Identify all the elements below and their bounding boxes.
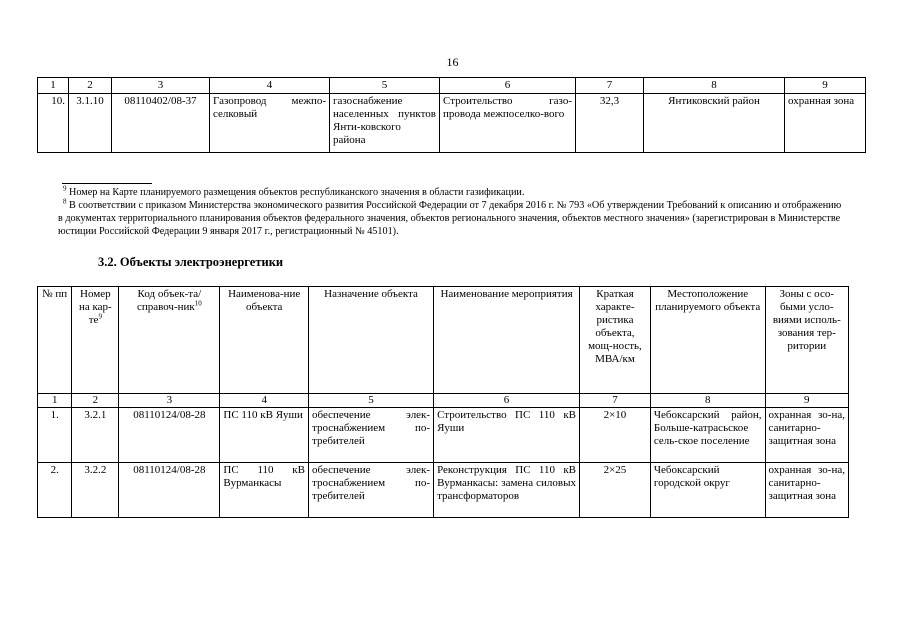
object-code: 08110124/08-28 — [119, 463, 220, 518]
col-number: 9 — [765, 394, 848, 408]
object-name: ПС 110 кВ Яуши — [220, 408, 309, 463]
footnote-text: Номер на Карте планируемого размещения объектов республиканского значения в области газификации. — [69, 187, 525, 198]
table-row — [38, 463, 849, 518]
col-number: 4 — [210, 78, 330, 94]
event-name: Строительство ПС 110 кВ Яуши — [434, 408, 580, 463]
object-purpose: газоснабжение населенных пунктов Янти-ковского района — [330, 94, 440, 153]
header-event: Наименование мероприятия — [434, 287, 580, 394]
header-footnote-mark: 10 — [194, 299, 202, 308]
footnote-8 — [58, 199, 848, 238]
col-number: 8 — [644, 78, 785, 94]
col-number: 6 — [434, 394, 580, 408]
col-number: 3 — [112, 78, 210, 94]
col-number: 5 — [330, 78, 440, 94]
characteristic: 2×10 — [580, 408, 651, 463]
event-name: Реконструкция ПС 110 кВ Вурманкасы: замена силовых трансформаторов — [434, 463, 580, 518]
footnotes — [58, 186, 848, 238]
row-number: 2. — [38, 463, 72, 518]
map-number: 3.2.1 — [72, 408, 119, 463]
header-location: Местоположение планируемого объекта — [650, 287, 765, 394]
col-number: 3 — [119, 394, 220, 408]
table-row — [38, 408, 849, 463]
header-purpose: Назначение объекта — [309, 287, 434, 394]
object-code: 08110402/08-37 — [112, 94, 210, 153]
column-number-row — [38, 78, 866, 94]
footnote-separator — [62, 183, 152, 184]
col-number: 6 — [440, 78, 576, 94]
gas-objects-table-continued — [37, 77, 866, 153]
col-number: 2 — [69, 78, 112, 94]
col-number: 2 — [72, 394, 119, 408]
col-number: 7 — [576, 78, 644, 94]
col-number: 9 — [785, 78, 866, 94]
header-text: Номер на кар-те — [78, 288, 112, 326]
object-purpose: обеспечение элек-троснабжением по-требителей — [309, 463, 434, 518]
object-code: 08110124/08-28 — [119, 408, 220, 463]
col-number: 4 — [220, 394, 309, 408]
location: Чебоксарский район, Больше-катрасьское сель-ское поселение — [650, 408, 765, 463]
power-objects-table — [37, 286, 849, 518]
col-number: 5 — [309, 394, 434, 408]
footnote-mark: 9 — [63, 184, 67, 193]
footnote-9 — [58, 186, 848, 199]
location: Чебоксарский городской округ — [650, 463, 765, 518]
zone: охранная зо-на, санитарно-защитная зона — [765, 408, 848, 463]
header-zone: Зоны с осо-быми усло-виями исполь-зования тер-ритории — [765, 287, 848, 394]
header-text: Код объек-та/справоч-ник — [136, 288, 202, 313]
row-number: 10. — [38, 94, 69, 153]
event-name: Строительство газо-провода межпоселко-вого — [440, 94, 576, 153]
location: Янтиковский район — [644, 94, 785, 153]
object-purpose: обеспечение элек-троснабжением по-требителей — [309, 408, 434, 463]
header-characteristic: Краткая характе-ристика объекта, мощ-ность, МВА/км — [580, 287, 651, 394]
col-number: 1 — [38, 78, 69, 94]
object-name: Газопровод межпо-селковый — [210, 94, 330, 153]
map-number: 3.1.10 — [69, 94, 112, 153]
col-number: 1 — [38, 394, 72, 408]
characteristic: 32,3 — [576, 94, 644, 153]
col-number: 7 — [580, 394, 651, 408]
zone: охранная зо-на, санитарно-защитная зона — [765, 463, 848, 518]
page-number: 16 — [446, 55, 459, 69]
map-number: 3.2.2 — [72, 463, 119, 518]
zone: охранная зона — [785, 94, 866, 153]
characteristic: 2×25 — [580, 463, 651, 518]
footnote-text: В соответствии с приказом Министерства экономического развития Российской Федерации от 7 декабря 2016 г. № 793 «Об утверждении Требований к описанию и отображению в документах территориального планирования объектов федерального значения, объектов регионального значения, объектов местного значения» (зарегистрирован в Министерстве юстиции Российской Федерации 9 января 2017 г., регистрационный № 45101). — [58, 200, 842, 237]
section-heading: 3.2. Объекты электроэнергетики — [98, 255, 284, 269]
object-name: ПС 110 кВ Вурманкасы — [220, 463, 309, 518]
column-number-row — [38, 394, 849, 408]
footnote-mark: 8 — [63, 197, 67, 206]
header-num: № пп — [38, 287, 72, 394]
col-number: 8 — [650, 394, 765, 408]
header-map-number — [72, 287, 119, 394]
header-name: Наименова-ние объекта — [220, 287, 309, 394]
header-code — [119, 287, 220, 394]
row-number: 1. — [38, 408, 72, 463]
header-row — [38, 287, 849, 394]
table-row — [38, 94, 866, 153]
header-footnote-mark: 9 — [98, 312, 102, 321]
